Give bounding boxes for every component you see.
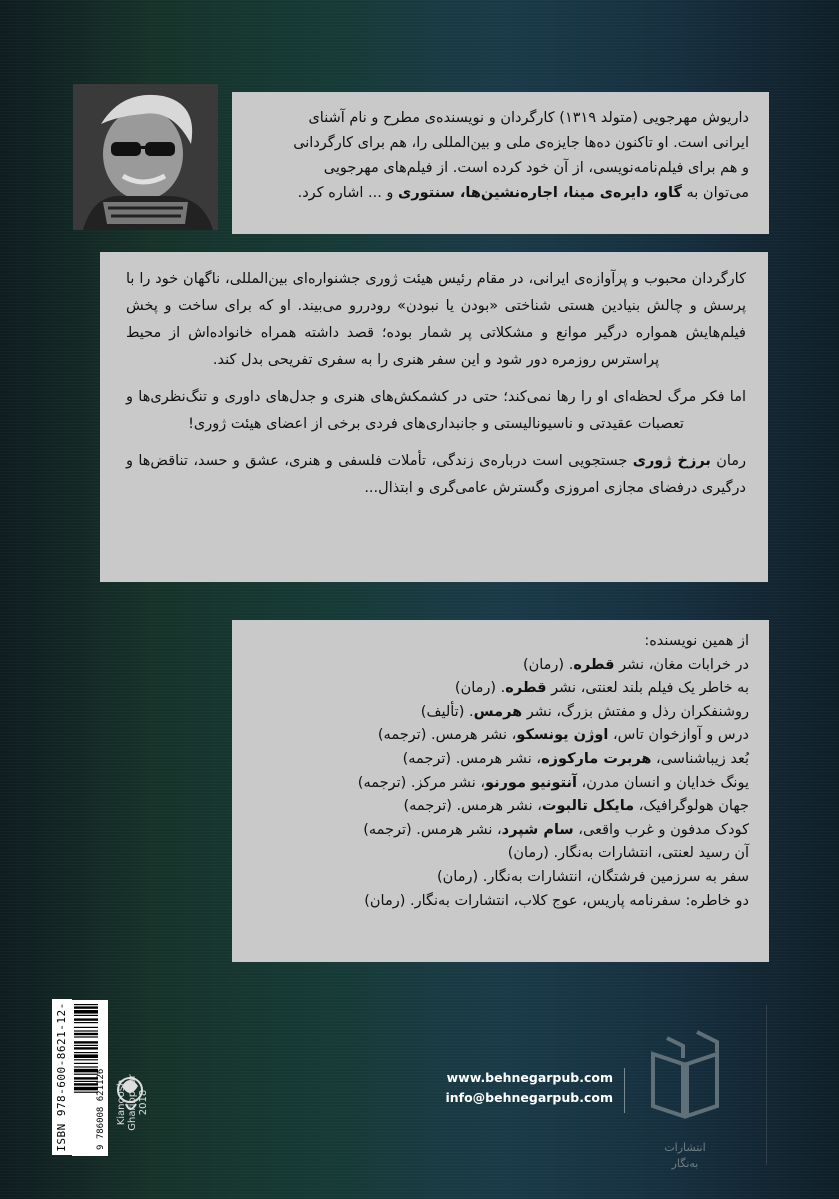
works-item: درس و آوازخوان تاس، اوژن یونسکو، نشر هرمس. (ترجمه) bbox=[377, 727, 749, 744]
isbn-barcode bbox=[72, 1000, 108, 1156]
barcode-bar bbox=[74, 1081, 98, 1082]
works-item: به خاطر یک فیلم بلند لعنتی، نشر قطره. (رمان) bbox=[454, 680, 749, 697]
bio-line: ایرانی است. او تاکنون ده‌ها جایزه‌ی ملی و بین‌المللی را، هم برای کارگردانی bbox=[293, 135, 749, 151]
website-link[interactable]: www.behnegarpub.com bbox=[446, 1070, 613, 1085]
barcode-bar bbox=[74, 1066, 98, 1067]
barcode-bar bbox=[74, 1027, 98, 1028]
publisher-logo-icon bbox=[645, 1024, 725, 1120]
synopsis-paragraph-1: کارگردان محبوب و پرآوازه‌ی ایرانی، در مقام رئیس هیئت ژوری جشنواره‌ای بین‌المللی، ناگهان خود را با پرسش و چالش بنیادین هستی شناختی «بودن یا نبودن» رودررو می‌بیند. او که برای ساخت و پخش فیلم‌هایش همواره درگیر موانع و مشکلاتی پر شمار بوده؛ قصد داشته همراه خانواده‌اش از محیط پراسترس روزمره دور شود و این سفر هنری را به سفری تفریحی بدل کند. bbox=[126, 271, 746, 368]
works-item: یونگ خدایان و انسان مدرن، آنتونیو مورنو، نشر مرکز. (ترجمه) bbox=[357, 774, 749, 791]
works-item: در خرابات مغان، نشر قطره. (رمان) bbox=[522, 656, 749, 673]
author-bio bbox=[232, 92, 769, 234]
works-item: بُعد زیباشناسی، هربرت مارکوزه، نشر هرمس. (ترجمه) bbox=[402, 750, 749, 767]
divider bbox=[624, 1068, 625, 1113]
barcode-bar bbox=[74, 1077, 98, 1079]
novel-title: برزخ ژوری bbox=[632, 453, 711, 469]
other-works bbox=[232, 620, 769, 962]
bio-line: می‌توان به گاو، دایره‌ی مینا، اجاره‌نشین‌ها، سنتوری و ... اشاره کرد. bbox=[297, 185, 749, 201]
barcode-bar bbox=[74, 1092, 98, 1093]
works-item: آن رسید لعنتی، انتشارات به‌نگار. (رمان) bbox=[507, 845, 749, 862]
barcode-bar bbox=[74, 1018, 98, 1020]
bio-line: داریوش مهرجویی (متولد ۱۳۱۹) کارگردان و نویسنده‌ی مطرح و نام آشنای bbox=[308, 110, 749, 126]
barcode-bar bbox=[74, 1052, 98, 1053]
barcode-bar bbox=[74, 1054, 98, 1058]
bio-line: و هم برای فیلم‌نامه‌نویسی، از آن خود کرده است. از فیلم‌های مهرجویی bbox=[323, 160, 749, 176]
barcode-bar bbox=[74, 1022, 98, 1023]
barcode-bar bbox=[74, 1069, 98, 1073]
barcode-bar bbox=[74, 1041, 98, 1043]
synopsis bbox=[100, 252, 768, 582]
isbn-label: ISBN 978-600-8621-12- bbox=[52, 999, 72, 1155]
synopsis-paragraph-3: رمان برزخ ژوری جستجویی است درباره‌ی زندگی، تأملات فلسفی و هنری، عشق و حسد، تناقض‌ها و درگیری درفضای مجازی امروزی وگسترش عامی‌گری و ابتذال... bbox=[126, 453, 747, 496]
barcode-bar bbox=[74, 1033, 98, 1035]
synopsis-paragraph-2: اما فکر مرگ لحظه‌ای او را رها نمی‌کند؛ حتی در کشمکش‌های هنری و جدل‌های داوری و تنگ‌نظری‌ها و تعصبات عقیدتی و ناسیونالیستی و جانبداری‌های فردی برخی از اعضای هیئت ژوری! bbox=[126, 389, 746, 432]
divider bbox=[766, 1005, 767, 1165]
barcode-bar bbox=[74, 1045, 98, 1046]
barcode-bar bbox=[74, 1087, 98, 1091]
barcode-bar bbox=[74, 1047, 98, 1049]
barcode-bar bbox=[74, 1059, 98, 1060]
bio-films: گاو، دایره‌ی مینا، اجاره‌نشین‌ها، سنتوری bbox=[398, 185, 682, 201]
publisher-name: انتشارات به‌نگار bbox=[664, 1141, 706, 1170]
works-heading: از همین نویسنده: bbox=[644, 633, 749, 649]
barcode-bar bbox=[74, 1083, 98, 1085]
author-photo bbox=[73, 84, 218, 230]
works-item: دو خاطره: سفرنامه پاریس، عوج کلاب، انتشارات به‌نگار. (رمان) bbox=[364, 892, 749, 909]
barcode-bar bbox=[74, 1036, 98, 1037]
barcode-bar bbox=[74, 1015, 98, 1016]
works-list bbox=[252, 654, 749, 914]
email-link[interactable]: info@behnegarpub.com bbox=[445, 1090, 613, 1105]
contact-info bbox=[445, 1068, 613, 1108]
barcode-bar bbox=[74, 1004, 98, 1005]
barcode-bar bbox=[74, 1063, 98, 1064]
designer-credit: Kianoosh Gharibpour 2018 bbox=[116, 1074, 149, 1131]
works-item: سفر به سرزمین فرشتگان، انتشارات به‌نگار. (رمان) bbox=[437, 868, 749, 885]
barcode-bar bbox=[74, 1030, 98, 1031]
works-item: کودک مدفون و غرب واقعی، سام شپرد، نشر هرمس. (ترجمه) bbox=[363, 821, 749, 838]
works-item: روشنفکران رذل و مفتش بزرگ، نشر هرمس. (تألیف) bbox=[420, 703, 749, 720]
barcode-bar bbox=[74, 1074, 98, 1075]
barcode-bar bbox=[74, 1006, 98, 1008]
barcode-bar bbox=[74, 1010, 98, 1014]
barcode-digits: 9 786008 621126 bbox=[96, 1068, 106, 1150]
works-item: جهان هولوگرافیک، مایکل تالبوت، نشر هرمس. (ترجمه) bbox=[403, 798, 749, 815]
